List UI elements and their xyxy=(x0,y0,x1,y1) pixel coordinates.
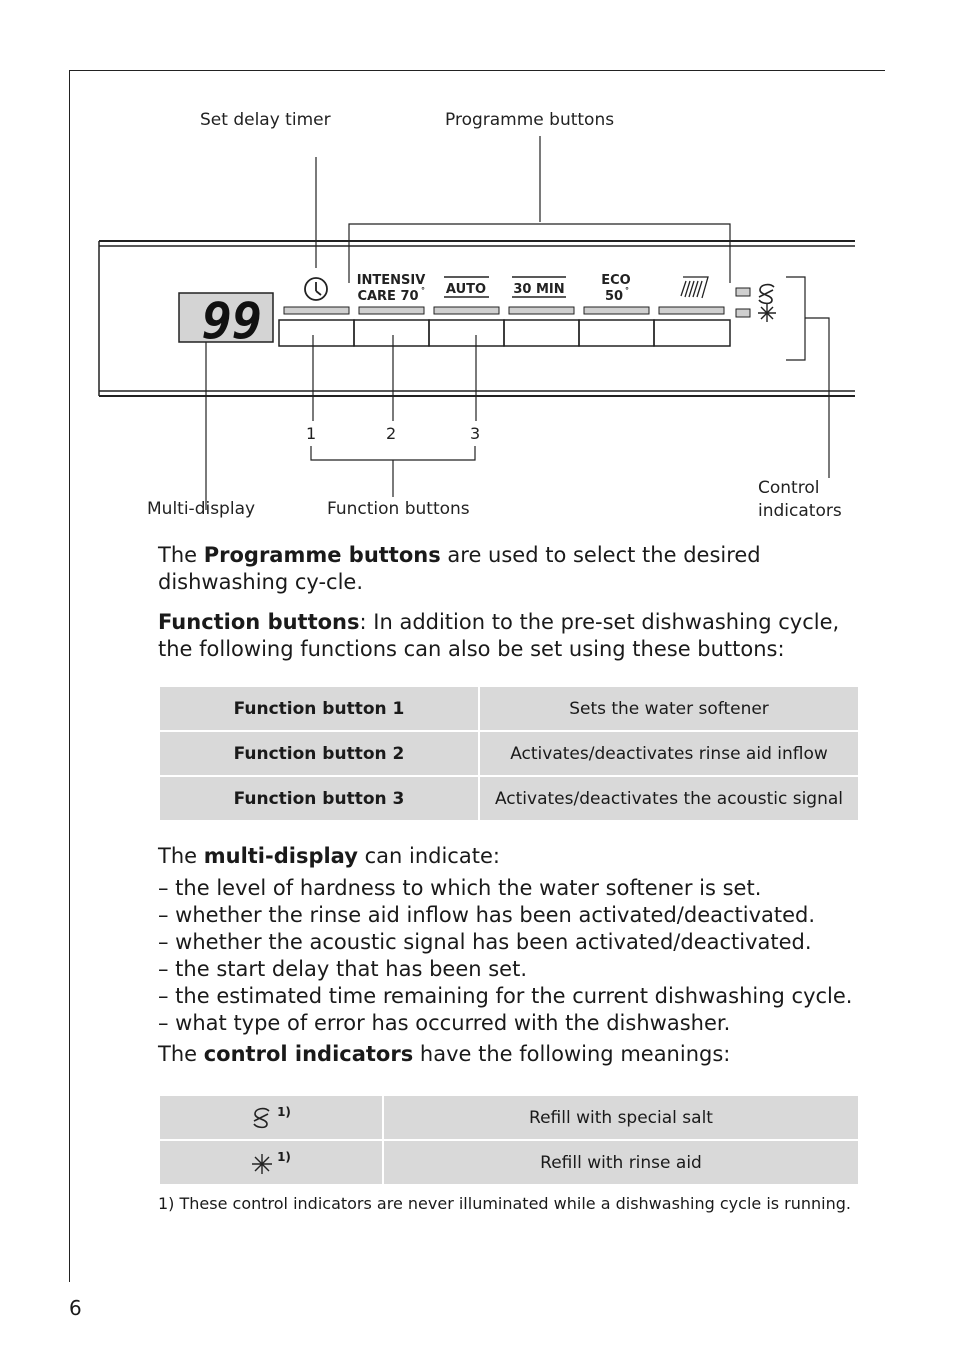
function-number-2: 2 xyxy=(386,424,397,443)
p1-bold: Programme buttons xyxy=(203,543,441,567)
page-number: 6 xyxy=(69,1296,82,1320)
rinse-aid-icon xyxy=(758,304,776,322)
rinse-programme-icon xyxy=(681,277,708,298)
programme-label-30min: 30 MIN xyxy=(513,282,565,297)
label-set-delay-timer: Set delay timer xyxy=(200,110,331,130)
control-panel-diagram xyxy=(0,0,954,540)
table-row xyxy=(159,686,859,731)
list-item: – the start delay that has been set. xyxy=(158,957,527,981)
function-button-action: Sets the water softener xyxy=(479,686,859,731)
control-indicators-leader xyxy=(805,318,829,478)
p3-rest: can indicate: xyxy=(357,844,500,868)
list-item: – whether the acoustic signal has been activated/deactivated. xyxy=(158,930,812,954)
function-number-3: 3 xyxy=(470,424,481,443)
salt-icon xyxy=(251,1107,273,1131)
table-row xyxy=(159,776,859,821)
function-button-name: Function button 3 xyxy=(159,776,479,821)
buttons-row xyxy=(279,320,730,346)
programme-button-6[interactable] xyxy=(654,320,730,346)
p1-prefix: The xyxy=(158,543,204,567)
multi-display-paragraph xyxy=(158,843,863,870)
programme-button-5[interactable] xyxy=(579,320,654,346)
label-control-indicators-1: Control xyxy=(758,478,820,498)
table-row xyxy=(159,731,859,776)
p4-prefix: The xyxy=(158,1042,204,1066)
function-button-name: Function button 1 xyxy=(159,686,479,731)
function-buttons-paragraph xyxy=(158,609,863,663)
label-function-buttons: Function buttons xyxy=(327,499,470,519)
rinse-aid-icon xyxy=(251,1153,273,1175)
indicator-symbol-cell xyxy=(159,1140,383,1185)
multi-display-value: 99 xyxy=(201,292,263,350)
table-row xyxy=(159,1095,859,1140)
function-button-2[interactable] xyxy=(354,320,429,346)
function-number-1: 1 xyxy=(306,424,317,443)
programme-button-4[interactable] xyxy=(504,320,579,346)
list-item: – the estimated time remaining for the current dishwashing cycle. xyxy=(158,984,853,1008)
p3-prefix: The xyxy=(158,844,204,868)
p1-rest: are used to select the desired dishwashing cy-cle. xyxy=(158,543,761,594)
programme-label-intensiv-1: INTENSIV xyxy=(356,273,426,288)
p2-bold: Function buttons xyxy=(158,610,360,634)
indicator-meaning: Refill with special salt xyxy=(383,1095,859,1140)
salt-icon xyxy=(759,285,774,304)
control-indicators-bracket xyxy=(786,277,805,360)
programme-label-intensiv-2: CARE 70 xyxy=(357,289,419,304)
footnote-marker: 1) xyxy=(277,1104,291,1119)
indicator-meaning: Refill with rinse aid xyxy=(383,1140,859,1185)
multi-display-list xyxy=(158,875,853,1037)
p4-rest: have the following meanings: xyxy=(413,1042,731,1066)
control-indicators-table xyxy=(158,1094,860,1186)
salt-indicator-lamp xyxy=(736,288,750,296)
degree-mark-intensiv: ° xyxy=(421,286,425,295)
function-button-1[interactable] xyxy=(279,320,354,346)
function-button-action: Activates/deactivates the acoustic signal xyxy=(479,776,859,821)
p2-rest: : In addition to the pre-set dishwashing cycle, the following functions can also be set using these buttons: xyxy=(158,610,840,661)
programme-buttons-paragraph xyxy=(158,542,863,596)
p4-bold: control indicators xyxy=(203,1042,414,1066)
list-item: – the level of hardness to which the water softener is set. xyxy=(158,876,762,900)
function-buttons-table xyxy=(158,685,860,822)
programme-label-auto: AUTO xyxy=(445,282,487,297)
list-item: – whether the rinse aid inflow has been activated/deactivated. xyxy=(158,903,816,927)
function-buttons-bracket xyxy=(311,446,475,460)
p3-bold: multi-display xyxy=(203,844,358,868)
programme-indicator-bars xyxy=(284,307,724,314)
indicator-symbol-cell xyxy=(159,1095,383,1140)
control-indicators-paragraph xyxy=(158,1041,863,1068)
rinse-aid-indicator-lamp xyxy=(736,309,750,317)
label-programme-buttons: Programme buttons xyxy=(445,110,615,130)
label-multi-display: Multi-display xyxy=(147,499,256,519)
table-row xyxy=(159,1140,859,1185)
function-button-name: Function button 2 xyxy=(159,731,479,776)
function-button-action: Activates/deactivates rinse aid inflow xyxy=(479,731,859,776)
programme-label-eco-2: 50 xyxy=(604,289,624,304)
footnote: 1) These control indicators are never illuminated while a dishwashing cycle is running. xyxy=(158,1194,852,1213)
programme-label-eco-1: ECO xyxy=(601,273,631,288)
function-button-3[interactable] xyxy=(429,320,504,346)
list-item: – what type of error has occurred with the dishwasher. xyxy=(158,1011,731,1035)
degree-mark-eco: ° xyxy=(625,286,629,295)
footnote-marker: 1) xyxy=(277,1150,291,1164)
delay-timer-icon xyxy=(305,278,327,300)
label-control-indicators-2: indicators xyxy=(758,501,842,521)
